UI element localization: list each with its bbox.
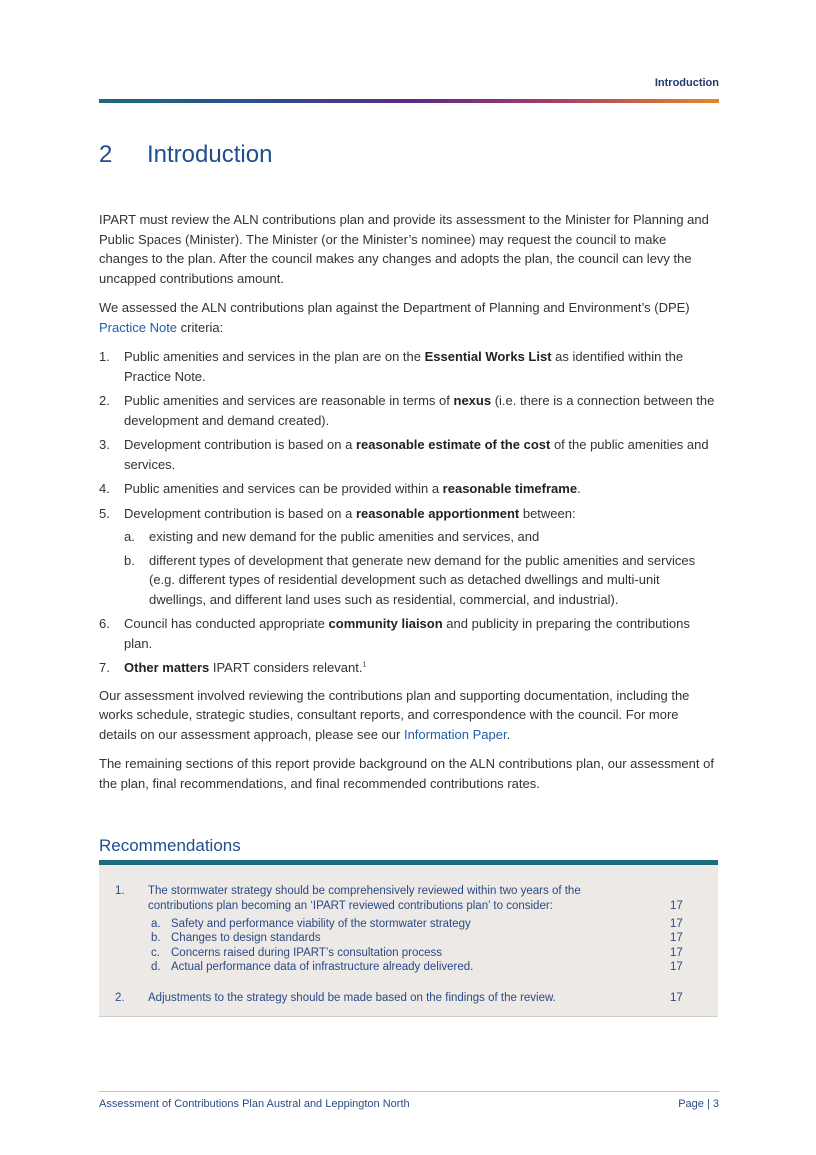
item-number: 1. bbox=[99, 349, 110, 364]
footer-rule bbox=[99, 1091, 719, 1092]
text-span: existing and new demand for the public amenities and services, and bbox=[149, 529, 540, 544]
section-heading bbox=[99, 141, 272, 169]
text-span: criteria: bbox=[177, 319, 224, 335]
subitem-letter: d. bbox=[151, 961, 161, 973]
text-span: . bbox=[506, 726, 511, 742]
body-text bbox=[99, 210, 717, 803]
text-span: Public amenities and services are reasonable in terms of bbox=[124, 393, 454, 408]
recommendation-text: Adjustments to the strategy should be made based on the findings of the review. bbox=[148, 992, 556, 1004]
footer-report-title: Assessment of Contributions Plan Austral and Leppington North bbox=[99, 1098, 410, 1110]
footnote-marker[interactable]: 1 bbox=[362, 661, 367, 669]
information-paper-link[interactable]: Information Paper bbox=[403, 726, 507, 742]
recommendation-number: 2. bbox=[115, 992, 125, 1004]
bold-term: reasonable estimate of the cost bbox=[355, 437, 551, 452]
bold-term: Other matters bbox=[124, 660, 210, 675]
text-span: IPART considers relevant. bbox=[209, 660, 363, 675]
bold-term: community liaison bbox=[328, 616, 443, 631]
recommendation-page: 17 bbox=[670, 900, 683, 912]
subitem-text: Safety and performance viability of the stormwater strategy bbox=[171, 918, 471, 930]
text-span: Public amenities and services in the plan are on the bbox=[124, 349, 425, 364]
item-number: 2. bbox=[99, 393, 110, 408]
recommendations-box bbox=[99, 865, 718, 1017]
criteria-item bbox=[99, 391, 717, 430]
paragraph-criteria-intro bbox=[99, 298, 717, 337]
footer-page-number: Page | 3 bbox=[678, 1098, 719, 1110]
subitem-letter: a. bbox=[151, 918, 161, 930]
recommendation-number: 1. bbox=[115, 885, 125, 897]
text-span: Council has conducted appropriate bbox=[124, 616, 329, 631]
subitem-page: 17 bbox=[670, 947, 683, 959]
text-span: We assessed the ALN contributions plan against the Department of Planning and Environment’s (DPE) bbox=[99, 300, 690, 315]
bold-term: reasonable timeframe bbox=[442, 481, 578, 496]
bold-term: nexus bbox=[453, 393, 492, 408]
text-span: different types of development that generate new demand for the public amenities and services (e.g. different types of residential development such as detached dwellings and multi-unit dwellings, and different land uses such as residential, commercial, and industrial). bbox=[149, 552, 696, 607]
subitem-text: Concerns raised during IPART’s consultation process bbox=[171, 947, 443, 959]
text-span: of the public amenities and services. bbox=[124, 437, 709, 472]
bold-term: Essential Works List bbox=[424, 349, 552, 364]
paragraph-intro: IPART must review the ALN contributions plan and provide its assessment to the Minister for Planning and Public Spaces (Minister). The Minister (or the Minister’s nominee) may request the council to make changes to the plan. After the council makes any changes and adopts the plan, the council can levy the uncapped contributions amount. bbox=[99, 212, 709, 286]
subitem-letter: c. bbox=[151, 947, 160, 959]
text-span: and publicity in preparing the contributions plan. bbox=[124, 616, 690, 651]
criteria-item bbox=[99, 658, 717, 678]
paragraph-assessment bbox=[99, 686, 717, 745]
apportionment-sublist bbox=[124, 527, 717, 609]
section-number: 2 bbox=[99, 141, 113, 168]
text-span: . bbox=[577, 481, 581, 496]
recommendation-page: 17 bbox=[670, 992, 683, 1004]
subitem-text: Changes to design standards bbox=[171, 932, 321, 944]
item-letter: a. bbox=[124, 529, 135, 544]
subitem-page: 17 bbox=[670, 961, 683, 973]
item-number: 3. bbox=[99, 437, 110, 452]
text-span: Development contribution is based on a bbox=[124, 437, 356, 452]
criteria-item bbox=[99, 479, 717, 499]
sublist-item bbox=[124, 551, 717, 610]
recommendation-text: The stormwater strategy should be comprehensively reviewed within two years of the contributions plan becoming an ‘IPART reviewed contributions plan’ to consider: bbox=[148, 885, 581, 912]
criteria-item bbox=[99, 614, 717, 653]
practice-note-link[interactable]: Practice Note bbox=[99, 319, 178, 335]
text-span: between: bbox=[519, 505, 576, 521]
header-gradient-rule bbox=[99, 99, 719, 103]
subitem-page: 17 bbox=[670, 918, 683, 930]
item-number: 6. bbox=[99, 616, 110, 631]
sublist-item bbox=[124, 527, 717, 547]
running-header: Introduction bbox=[654, 77, 719, 89]
subitem-text: Actual performance data of infrastructure already delivered. bbox=[171, 961, 474, 973]
text-span: Development contribution is based on a bbox=[124, 505, 356, 521]
criteria-item bbox=[99, 504, 717, 610]
text-span: Our assessment involved reviewing the contributions plan and supporting documentation, including the works schedule, strategic studies, consultant reports, and correspondence with the council. For more details on our assessment approach, please see our bbox=[99, 687, 690, 742]
text-span: as identified within the Practice Note. bbox=[124, 349, 684, 384]
criteria-item bbox=[99, 347, 717, 386]
text-span: (i.e. there is a connection between the development and demand created). bbox=[124, 393, 715, 428]
item-number: 5. bbox=[99, 505, 110, 521]
subitem-letter: b. bbox=[151, 932, 161, 944]
item-letter: b. bbox=[124, 552, 135, 568]
item-number: 4. bbox=[99, 481, 110, 496]
recommendations-heading: Recommendations bbox=[99, 836, 241, 855]
criteria-item bbox=[99, 435, 717, 474]
subitem-page: 17 bbox=[670, 932, 683, 944]
text-span: Public amenities and services can be provided within a bbox=[124, 481, 443, 496]
paragraph-remaining: The remaining sections of this report provide background on the ALN contributions plan, our assessment of the plan, final recommendations, and final recommended contributions rates. bbox=[99, 756, 714, 791]
criteria-list bbox=[99, 347, 717, 678]
bold-term: reasonable apportionment bbox=[355, 505, 520, 521]
item-number: 7. bbox=[99, 660, 110, 675]
section-title: Introduction bbox=[147, 141, 273, 168]
